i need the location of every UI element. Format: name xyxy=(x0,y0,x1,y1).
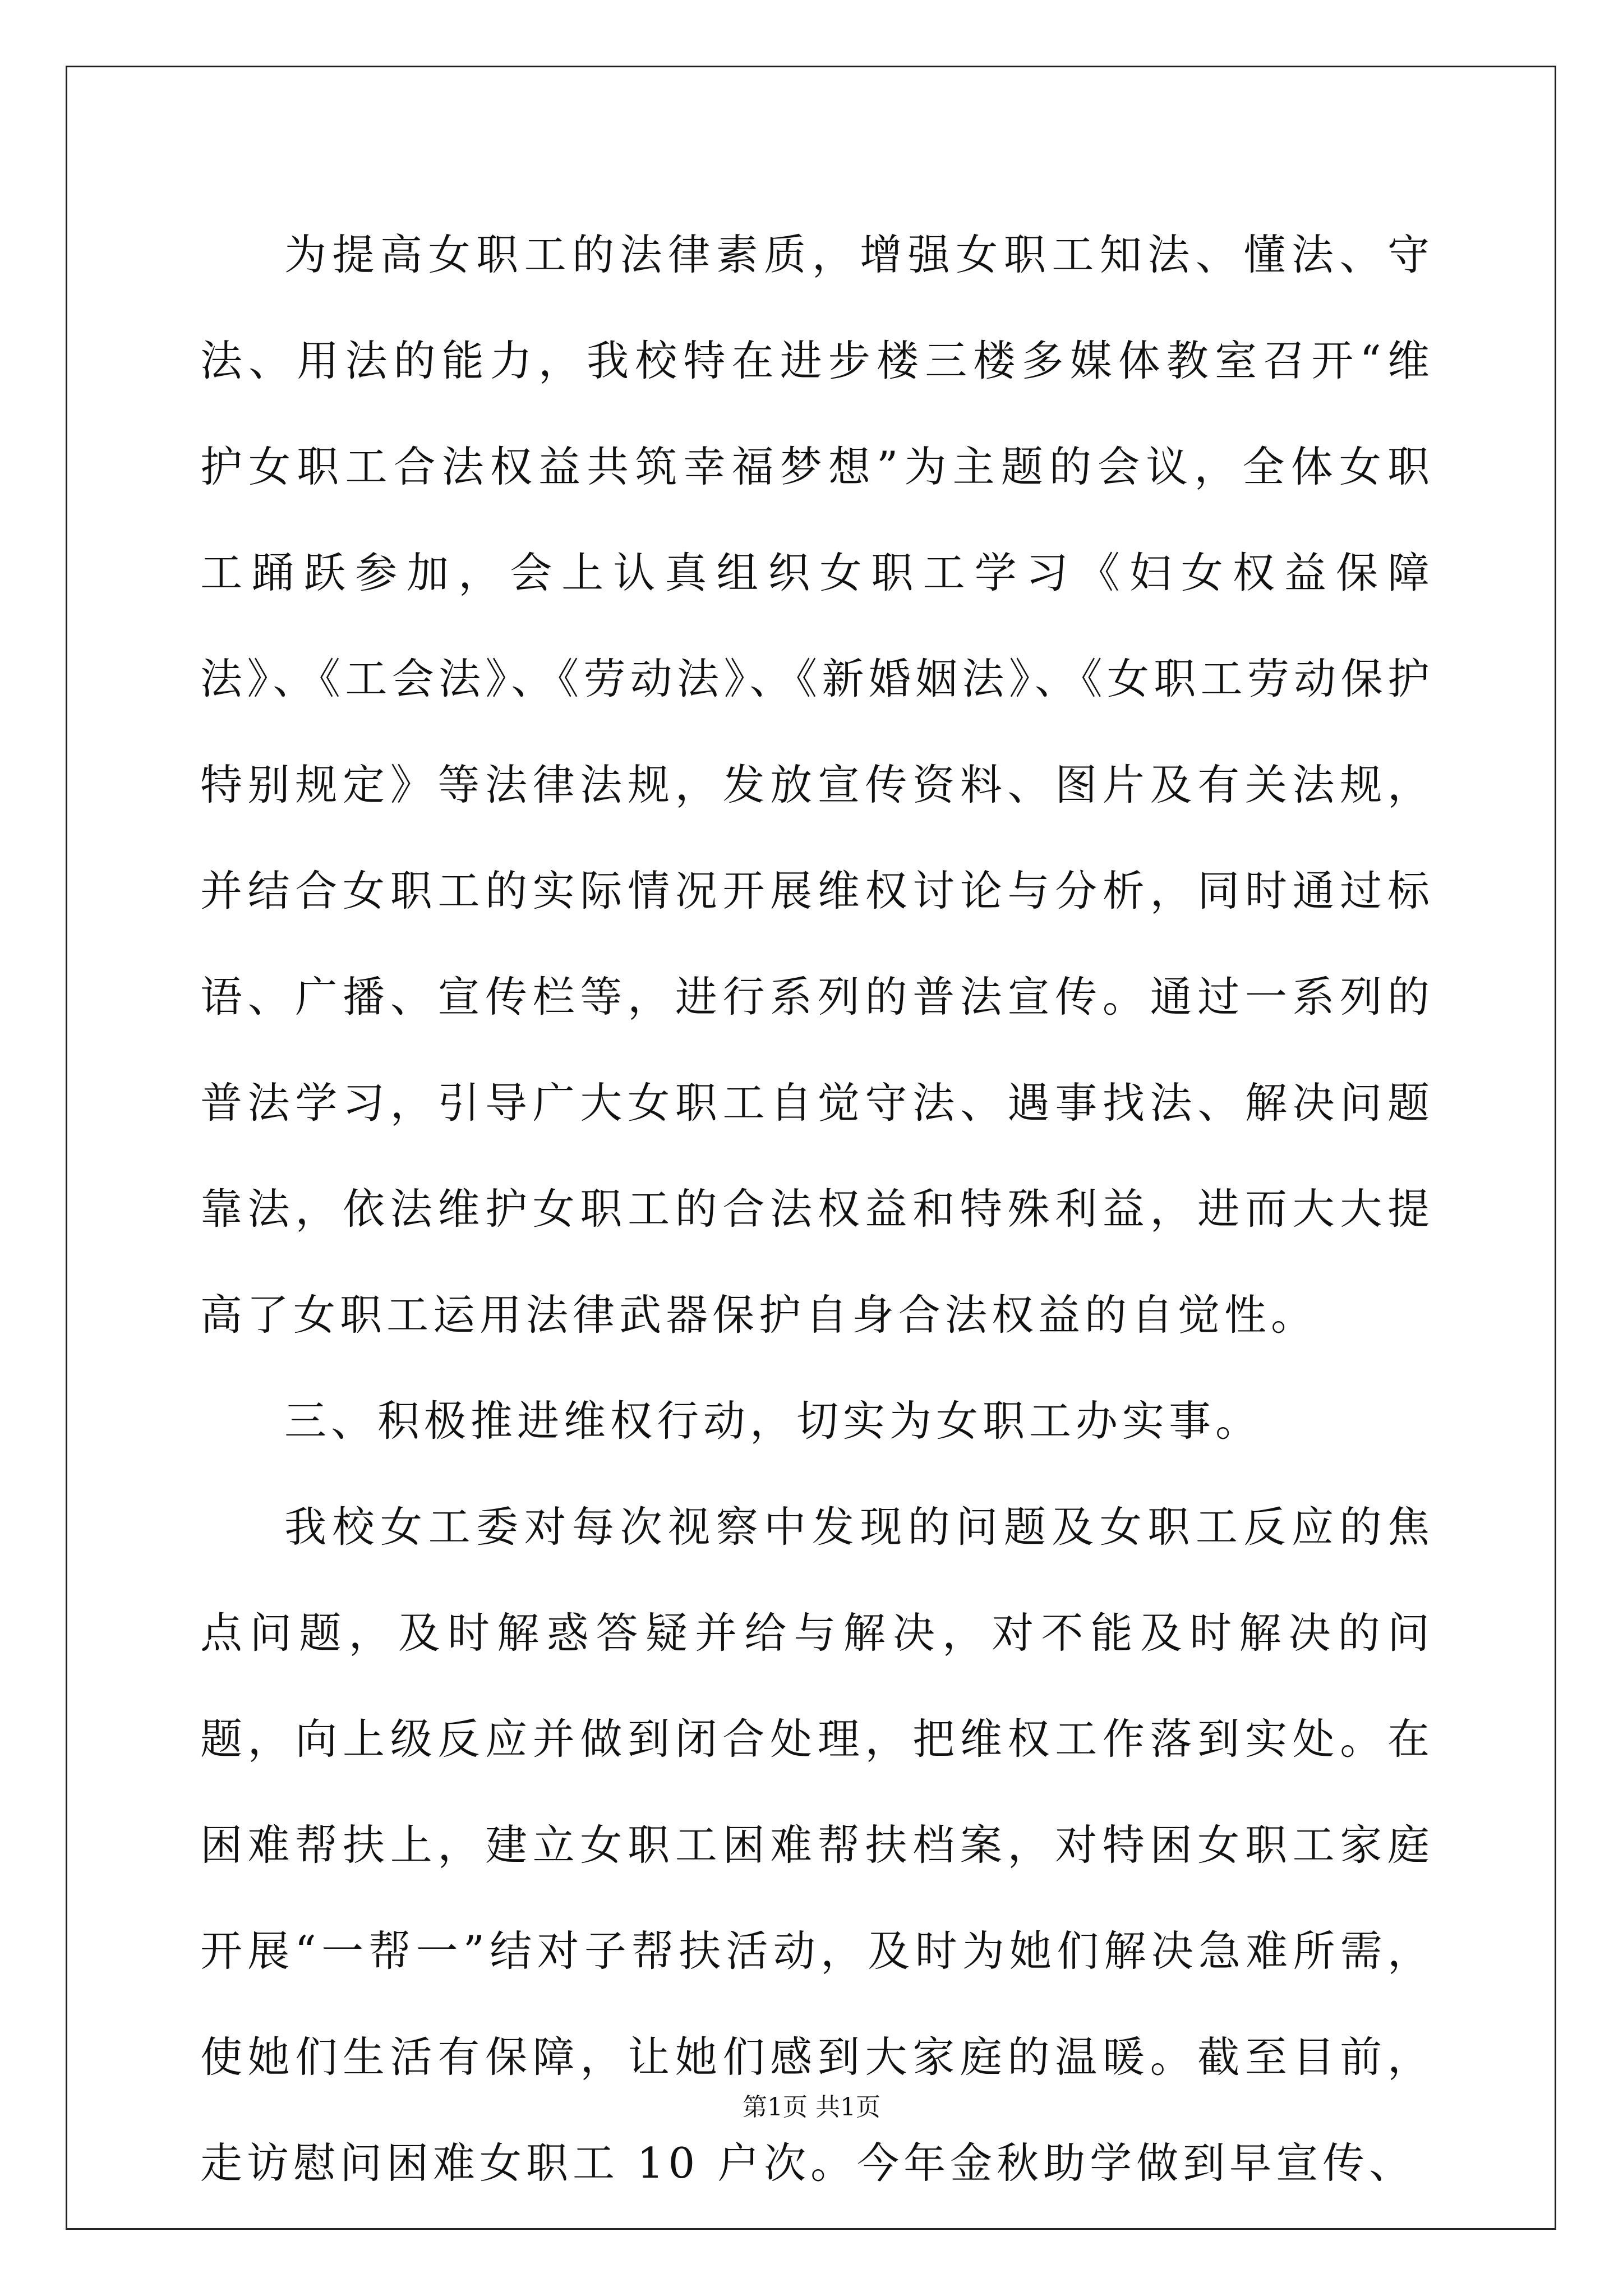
paragraph-legal-education: 为提高女职工的法律素质，增强女职工知法、懂法、守法、用法的能力，我校特在进步楼三楼多媒体教室召开“维护女职工合法权益共筑幸福梦想”为主题的会议，全体女职工踊跃参加，会上认真组织女职工学习《妇女权益保障法》、《工会法》、《劳动法》、《新婚姻法》、《女职工劳动保护特别规定》等法律法规，发放宣传资料、图片及有关法规，并结合女职工的实际情况开展维权讨论与分析，同时通过标语、广播、宣传栏等，进行系列的普法宣传。通过一系列的普法学习，引导广大女职工自觉守法、遇事找法、解决问题靠法，依法维护女职工的合法权益和特殊利益，进而大大提高了女职工运用法律武器保护自身合法权益的自觉性。 xyxy=(200,230,1434,1340)
paragraph-section-heading: 三、积极推进维权行动，切实为女职工办实事。 xyxy=(284,1396,1262,1446)
paragraph-rights-actions: 我校女工委对每次视察中发现的问题及女职工反应的焦点问题，及时解惑答疑并给与解决，对不能及时解决的问题，向上级反应并做到闭合处理，把维权工作落到实处。在困难帮扶上，建立女职工困难帮扶档案，对特困女职工家庭开展“一帮一”结对子帮扶活动，及时为她们解决急难所需，使她们生活有保障，让她们感到大家庭的温暖。截至目前，走访慰问困难女职工 10 户次。今年金秋助学做到早宣传、 xyxy=(200,1502,1434,2188)
page-footer: 第1页 共1页 xyxy=(743,2093,880,2122)
document-body xyxy=(200,202,1434,2216)
